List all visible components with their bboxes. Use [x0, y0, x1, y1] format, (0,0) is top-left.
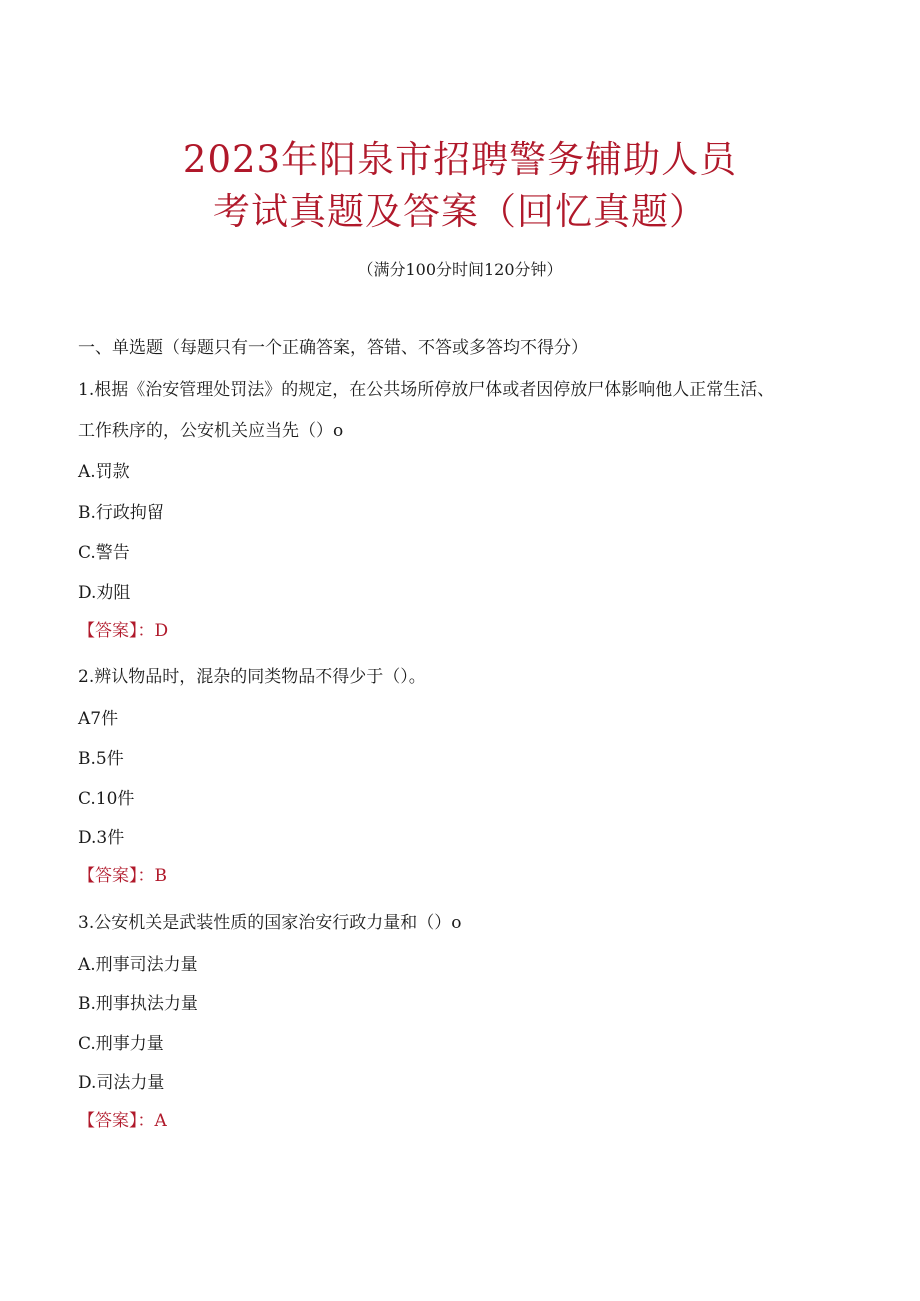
question-1-stem-line-2: 工作秩序的，公安机关应当先（）o — [78, 421, 344, 441]
question-2-option-b: B.5件 — [78, 749, 124, 769]
question-1-option-a: A.罚款 — [78, 462, 130, 482]
document-title-line-2: 考试真题及答案（回忆真题） — [213, 190, 707, 233]
question-3-stem: 3.公安机关是武装性质的国家治安行政力量和（）o — [78, 913, 462, 933]
question-2-option-c: C.10件 — [78, 789, 135, 809]
question-3-option-d: D.司法力量 — [78, 1073, 165, 1093]
question-1-option-b: B.行政拘留 — [78, 503, 164, 523]
question-1-answer: 【答案】：D — [78, 621, 169, 641]
document-title-line-1: 2023年阳泉市招聘警务辅助人员 — [182, 138, 738, 181]
question-3-option-a: A.刑事司法力量 — [78, 955, 198, 975]
question-1-stem-line-1: 1.根据《治安管理处罚法》的规定，在公共场所停放尸体或者因停放尸体影响他人正常生活、 — [78, 380, 775, 400]
exam-info-subtitle: （满分100分时间120分钟） — [357, 260, 563, 279]
question-2-option-a: A7件 — [78, 709, 119, 729]
question-1-option-c: C.警告 — [78, 543, 130, 563]
question-2-stem: 2.辨认物品时，混杂的同类物品不得少于（）。 — [78, 667, 426, 687]
question-3-option-c: C.刑事力量 — [78, 1034, 164, 1054]
question-1-option-d: D.劝阻 — [78, 583, 131, 603]
question-2-option-d: D.3件 — [78, 828, 125, 848]
section-heading: 一、单选题（每题只有一个正确答案，答错、不答或多答均不得分） — [78, 338, 588, 358]
question-2-answer: 【答案】：B — [78, 866, 167, 886]
question-3-option-b: B.刑事执法力量 — [78, 994, 198, 1014]
question-3-answer: 【答案】：A — [78, 1111, 167, 1131]
